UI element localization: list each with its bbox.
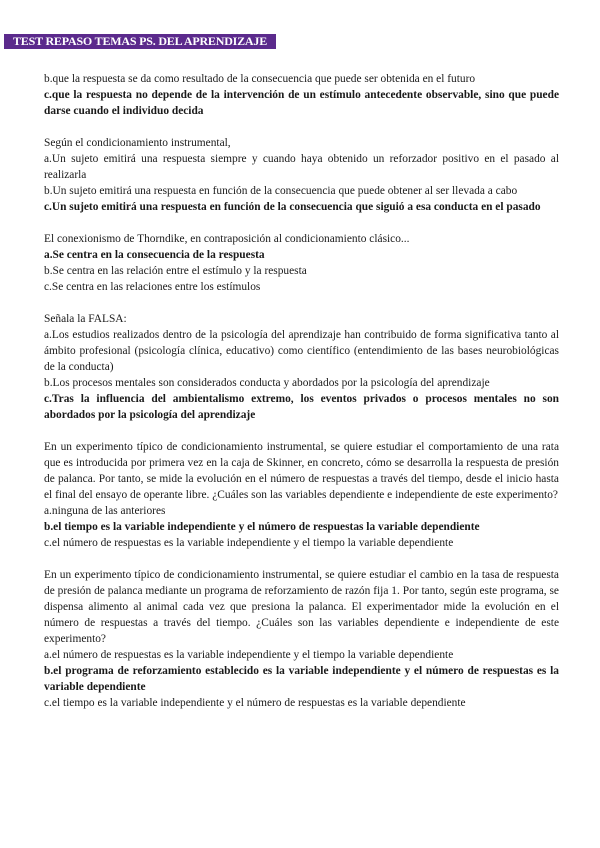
question-block [44, 135, 559, 215]
answer-option: b.Los procesos mentales son considerados conducta y abordados por la psicología del aprendizaje [44, 377, 490, 389]
question-block [44, 567, 559, 711]
correct-answer-option: c.Tras la influencia del ambientalismo extremo, los eventos privados o procesos mentales no son abordados por la psicología del aprendizaje [44, 393, 559, 421]
answer-option: a.ninguna de las anteriores [44, 505, 166, 517]
document-title: TEST REPASO TEMAS PS. DEL APRENDIZAJE [13, 34, 268, 48]
answer-option: c.el número de respuestas es la variable independiente y el tiempo la variable dependiente [44, 537, 454, 549]
correct-answer-option: b.el programa de reforzamiento establecido es la variable independiente y el número de respuestas es la variable dependiente [44, 665, 559, 693]
answer-option: a.Un sujeto emitirá una respuesta siempre y cuando haya obtenido un reforzador positivo en el pasado al realizarla [44, 153, 559, 181]
answer-option: c.el tiempo es la variable independiente y el número de respuestas es la variable dependiente [44, 697, 466, 709]
correct-answer-option: b.el tiempo es la variable independiente y el número de respuestas la variable dependiente [44, 521, 480, 533]
correct-answer-option: c.que la respuesta no depende de la intervención de un estímulo antecedente observable, sino que puede darse cuando el individuo decida [44, 89, 559, 117]
question-block [44, 311, 559, 423]
quiz-content [44, 71, 559, 727]
answer-option: a.Los estudios realizados dentro de la psicología del aprendizaje han contribuido de forma significativa tanto al ámbito profesional (psicología clínica, educativo) como científico (entendimiento de las bases neurobiológicas de la conducta) [44, 329, 559, 373]
answer-option: b.Un sujeto emitirá una respuesta en función de la consecuencia que puede obtener al ser llevada a cabo [44, 185, 518, 197]
question-text: En un experimento típico de condicionamiento instrumental, se quiere estudiar el cambio en la tasa de respuesta de presión de palanca mediante un programa de reforzamiento de razón fija 1. Por tanto, según este programa, se dispensa alimento al animal cada vez que presiona la palanca. El experimentador mide la evolución en el número de respuestas a través del tiempo. ¿Cuáles son las variables dependiente e independiente de este experimento? [44, 569, 559, 645]
question-block [44, 439, 559, 551]
answer-option: a.el número de respuestas es la variable independiente y el tiempo la variable dependiente [44, 649, 454, 661]
question-text: Señala la FALSA: [44, 313, 127, 325]
correct-answer-option: c.Un sujeto emitirá una respuesta en función de la consecuencia que siguió a esa conducta en el pasado [44, 201, 541, 213]
answer-option: b.que la respuesta se da como resultado de la consecuencia que puede ser obtenida en el futuro [44, 73, 476, 85]
answer-option: c.Se centra en las relaciones entre los estímulos [44, 281, 261, 293]
question-block [44, 231, 559, 295]
question-text: Según el condicionamiento instrumental, [44, 137, 231, 149]
question-text: El conexionismo de Thorndike, en contraposición al condicionamiento clásico... [44, 233, 410, 245]
document-title-banner [4, 34, 276, 49]
answer-option: b.Se centra en las relación entre el estímulo y la respuesta [44, 265, 307, 277]
correct-answer-option: a.Se centra en la consecuencia de la respuesta [44, 249, 265, 261]
question-text: En un experimento típico de condicionamiento instrumental, se quiere estudiar el comportamiento de una rata que es introducida por primera vez en la caja de Skinner, en concreto, cómo se desarrolla la respuesta de presión de palanca. Por tanto, se mide la evolución en el número de respuestas a través del tiempo, desde el inicio hasta el final del ensayo de operante libre. ¿Cuáles son las variables dependiente e independiente de este experimento? [44, 441, 559, 501]
question-block [44, 71, 559, 119]
